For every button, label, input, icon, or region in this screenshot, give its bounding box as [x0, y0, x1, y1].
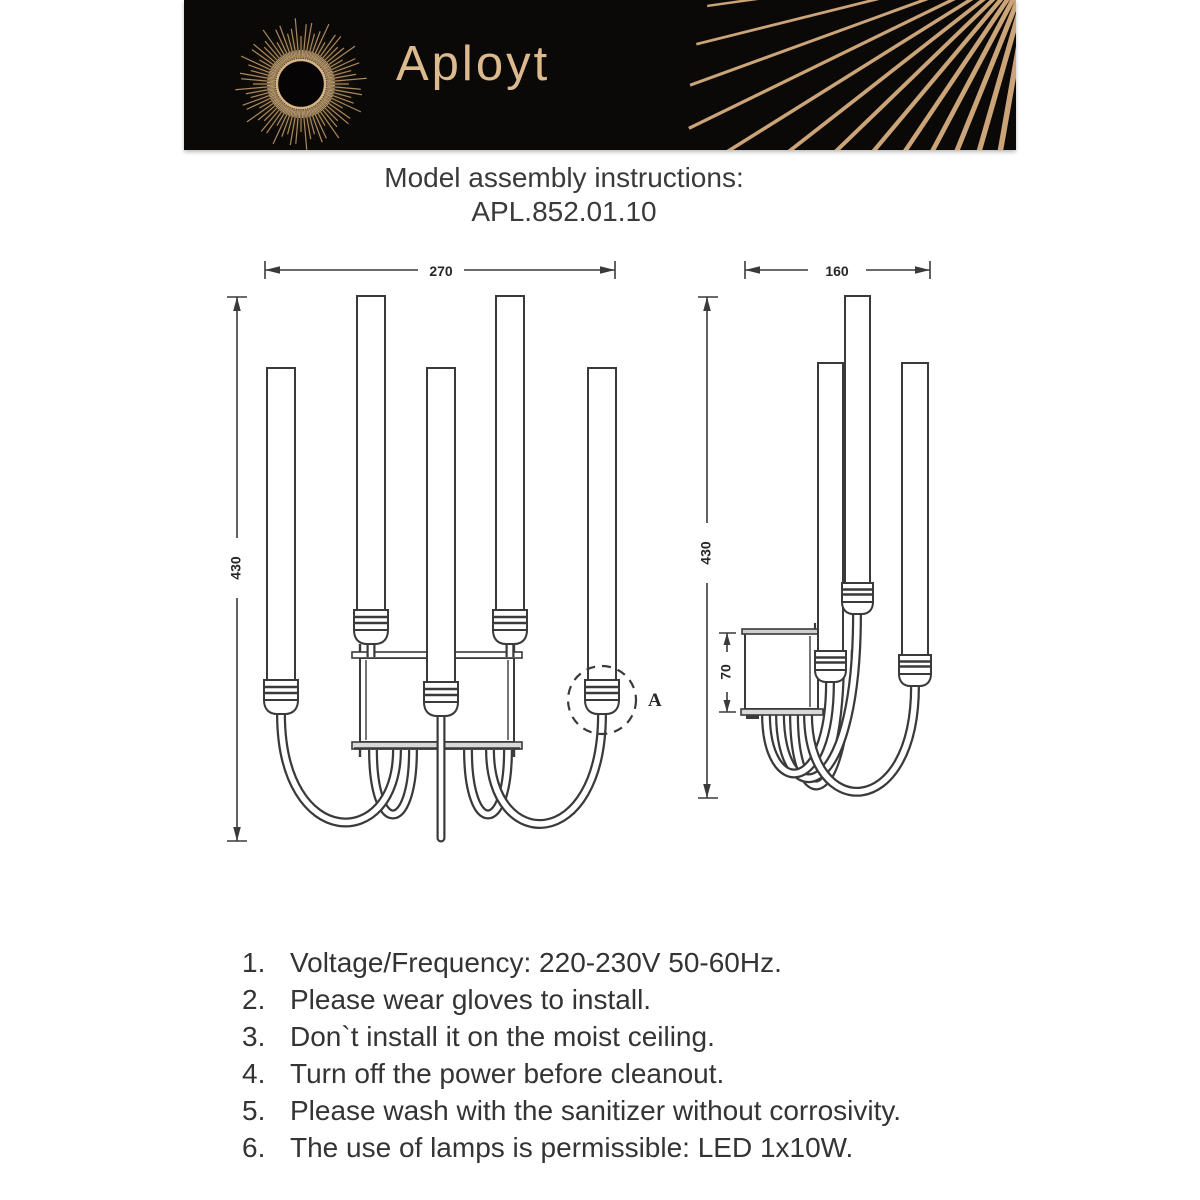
front-view [227, 261, 662, 841]
instructions-list [242, 947, 901, 1169]
instruction-number: 4. [242, 1058, 266, 1089]
instruction-item [242, 947, 901, 984]
side-height-label: 430 [697, 541, 714, 565]
front-width-label: 270 [429, 263, 453, 279]
instruction-number: 6. [242, 1132, 266, 1163]
instruction-number: 3. [242, 1021, 266, 1052]
instruction-text: Don`t install it on the moist ceiling. [290, 1021, 715, 1052]
side-width-label: 160 [825, 263, 849, 279]
side-tubes [815, 296, 931, 686]
brand-name: Aployt [396, 37, 551, 91]
instruction-item [242, 1058, 901, 1095]
front-tubes [264, 296, 619, 716]
detail-a-label: A [648, 690, 662, 711]
instruction-number: 2. [242, 984, 266, 1015]
instruction-text: Turn off the power before cleanout. [290, 1058, 725, 1089]
instruction-number: 1. [242, 947, 266, 978]
instruction-item [242, 1132, 901, 1169]
doc-title: Model assembly instructions: [384, 162, 744, 193]
front-height-label: 430 [227, 556, 244, 580]
instruction-item [242, 984, 901, 1021]
instruction-text: The use of lamps is permissible: LED 1x10W. [290, 1132, 854, 1163]
instruction-item [242, 1095, 901, 1132]
instruction-text: Please wash with the sanitizer without corrosivity. [290, 1095, 902, 1126]
instruction-text: Please wear gloves to install. [290, 984, 652, 1015]
instruction-number: 5. [242, 1095, 266, 1126]
side-view [698, 261, 931, 798]
instruction-item [242, 1021, 901, 1058]
canopy-height-label: 70 [717, 664, 734, 680]
model-number: APL.852.01.10 [471, 196, 657, 227]
instruction-text: Voltage/Frequency: 220-230V 50-60Hz. [290, 947, 782, 978]
